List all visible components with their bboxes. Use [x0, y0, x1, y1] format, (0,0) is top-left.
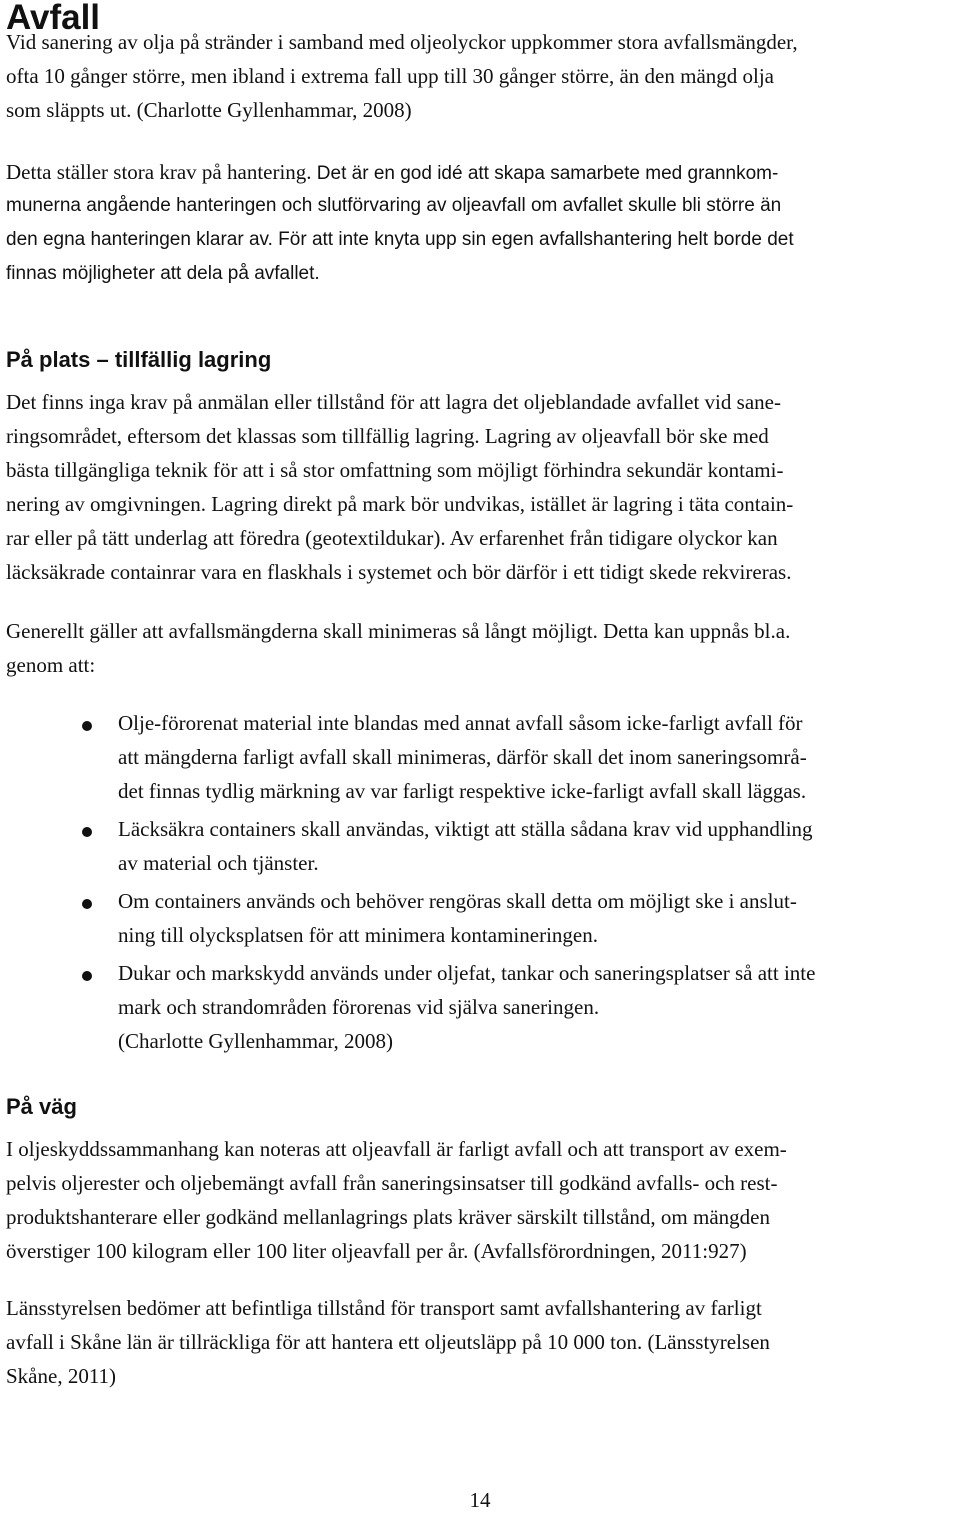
- list-item: [0, 956, 960, 1058]
- text-line: avfall i Skåne län är tillräckliga för att hantera ett oljeutsläpp på 10 000 ton. (Länsstyrelsen: [6, 1330, 770, 1354]
- text-line: Läcksäkra containers skall användas, viktigt att ställa sådana krav vid upphandling: [118, 817, 813, 841]
- text-run-sans: Det är en god idé att skapa samarbete med grannkom-: [316, 163, 779, 184]
- text-line: Om containers används och behöver rengöras skall detta om möjligt ske i anslut-: [118, 889, 797, 913]
- heading-transport: På väg: [6, 1094, 77, 1119]
- paragraph-intro: [6, 25, 956, 127]
- list-item: [0, 884, 960, 952]
- paragraph-storage: [6, 385, 956, 589]
- text-line: [6, 155, 956, 189]
- text-line: mark och strandområden förorenas vid själva saneringen.: [118, 995, 600, 1019]
- text-line: genom att:: [6, 653, 96, 677]
- text-line: Generellt gäller att avfallsmängderna skall minimeras så långt möjligt. Detta kan uppnås bl.a.: [6, 619, 791, 643]
- text-line: att mängderna farligt avfall skall minimeras, därför skall det inom saneringsområ-: [118, 745, 807, 769]
- text-line: ofta 10 gånger större, men ibland i extrema fall upp till 30 gånger större, än den mängd olja: [6, 64, 775, 88]
- text-line: bästa tillgängliga teknik för att i så stor omfattning som möjligt förhindra sekundär kontami-: [6, 458, 784, 482]
- list-item-text: [118, 812, 958, 880]
- heading-avfall: Avfall: [6, 0, 101, 37]
- list-item-text: [118, 956, 958, 1058]
- text-line: (Charlotte Gyllenhammar, 2008): [118, 1029, 393, 1053]
- text-line: Vid sanering av olja på stränder i samband med oljeolyckor uppkommer stora avfallsmängder,: [6, 30, 798, 54]
- text-line: finnas möjligheter att dela på avfallet.: [6, 263, 320, 284]
- text-line: det finnas tydlig märkning av var farligt respektive icke-farligt avfall skall läggas.: [118, 779, 807, 803]
- bullet-icon: [82, 827, 92, 837]
- text-line: ringsområdet, eftersom det klassas som tillfällig lagring. Lagring av oljeavfall bör ske med: [6, 424, 769, 448]
- paragraph-county-board: [6, 1291, 956, 1393]
- bullet-icon: [82, 971, 92, 981]
- text-line: Det finns inga krav på anmälan eller tillstånd för att lagra det oljeblandade avfallet vid sane-: [6, 390, 781, 414]
- text-line: överstiger 100 kilogram eller 100 liter oljeavfall per år. (Avfallsförordningen, 2011:927): [6, 1239, 747, 1263]
- text-line: Olje-förorenat material inte blandas med annat avfall såsom icke-farligt avfall för: [118, 711, 803, 735]
- text-line: pelvis oljerester och oljebemängt avfall från saneringsinsatser till godkänd avfalls- och rest-: [6, 1171, 778, 1195]
- bullet-icon: [82, 721, 92, 731]
- page-number: 14: [469, 1488, 491, 1512]
- text-line: I oljeskyddssammanhang kan noteras att oljeavfall är farligt avfall och att transport av exem-: [6, 1137, 787, 1161]
- bullet-list: [0, 706, 960, 1062]
- text-line: Skåne, 2011): [6, 1364, 117, 1388]
- text-run-serif: Detta ställer stora krav på hantering.: [6, 160, 317, 184]
- heading-temporary-storage: På plats – tillfällig lagring: [6, 347, 272, 372]
- text-line: som släppts ut. (Charlotte Gyllenhammar, 2008): [6, 98, 412, 122]
- text-line: nering av omgivningen. Lagring direkt på mark bör undvikas, istället är lagring i täta contain-: [6, 492, 794, 516]
- text-line: Dukar och markskydd används under oljefat, tankar och saneringsplatser så att inte: [118, 961, 816, 985]
- list-item: [0, 812, 960, 880]
- paragraph-handling: [6, 155, 956, 291]
- text-line: rar eller på tätt underlag att föredra (geotextildukar). Av erfarenhet från tidigare olyckor kan: [6, 526, 778, 550]
- bullet-icon: [82, 899, 92, 909]
- text-line: Länsstyrelsen bedömer att befintliga tillstånd för transport samt avfallshantering av farligt: [6, 1296, 762, 1320]
- paragraph-transport: [6, 1132, 956, 1268]
- list-item: [0, 706, 960, 808]
- text-line: av material och tjänster.: [118, 851, 319, 875]
- paragraph-minimize: [6, 614, 956, 682]
- list-item-text: [118, 706, 958, 808]
- list-item-text: [118, 884, 958, 952]
- text-line: ning till olycksplatsen för att minimera kontamineringen.: [118, 923, 598, 947]
- text-line: munerna angående hanteringen och slutförvaring av oljeavfall om avfallet skulle bli större än: [6, 195, 782, 216]
- text-line: läcksäkrade containrar vara en flaskhals i systemet och bör därför i ett tidigt skede rekvireras.: [6, 560, 792, 584]
- text-line: den egna hanteringen klarar av. För att inte knyta upp sin egen avfallshantering helt borde det: [6, 229, 794, 250]
- text-line: produktshanterare eller godkänd mellanlagrings plats kräver särskilt tillstånd, om mängden: [6, 1205, 770, 1229]
